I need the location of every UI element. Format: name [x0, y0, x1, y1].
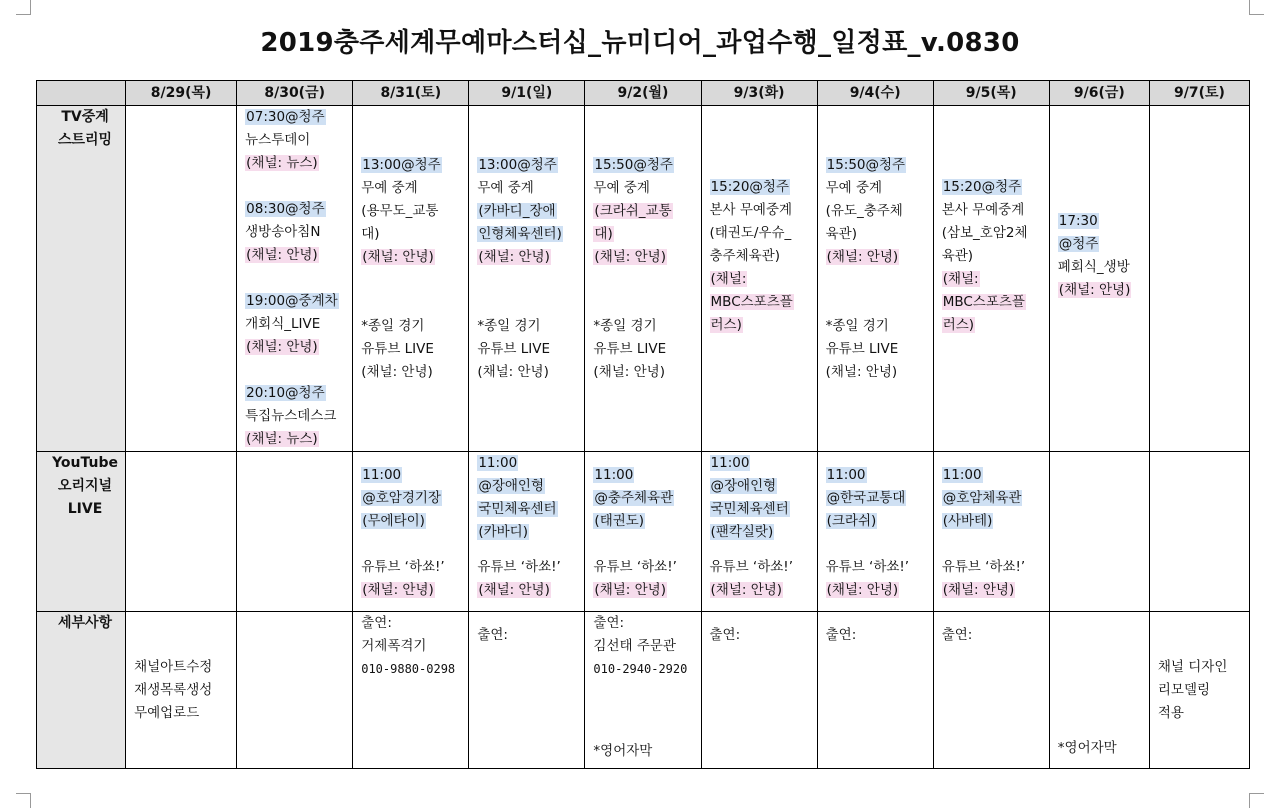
cell-tv-0905	[933, 106, 1049, 452]
cast-name: 거제폭격기	[361, 638, 427, 654]
detail-text: 재생목록생성	[134, 681, 213, 698]
channel-label: (채널: 안녕)	[826, 582, 899, 598]
channel-label: (채널:	[942, 271, 979, 287]
program-name: 본사 무예중계	[941, 202, 1025, 218]
program-detail: (유도_충주체	[825, 203, 903, 219]
channel-name: 유튜브 ‘하쑈!’	[593, 559, 677, 575]
broadcast-time: 11:00	[710, 455, 750, 471]
channel-name: 유튜브 ‘하쑈!’	[709, 559, 794, 575]
document-title: 2019충주세계무예마스터십_뉴미디어_과업수행_일정표_v.0830	[260, 28, 1020, 58]
program-name: 본사 무예중계	[709, 202, 793, 218]
note-text: *종일 경기	[477, 318, 541, 334]
channel-label: (채널: 안녕)	[478, 582, 550, 598]
program-name: 무예 중계	[477, 180, 534, 196]
program-detail: (크라쉬_교통	[594, 203, 672, 219]
detail-text: 채널 디자인	[1157, 658, 1228, 675]
channel-label: MBC스포츠플	[942, 294, 1025, 310]
broadcast-time: 17:30	[1058, 213, 1098, 229]
cell-detail-0831	[353, 612, 469, 769]
channel-label: (채널: 안녕)	[594, 249, 666, 265]
sport-label: (사바테)	[942, 513, 993, 529]
channel-label: (채널: 안녕)	[246, 339, 318, 355]
broadcast-time: 13:00@청주	[478, 157, 557, 173]
sport-label: (무에타이)	[362, 513, 425, 529]
date-header: 8/31(토)	[353, 81, 469, 106]
cell-yt-0829	[126, 452, 237, 612]
cell-tv-0829	[126, 106, 237, 452]
program-detail: 충주체육관)	[709, 248, 780, 264]
venue-label: 국민체육센터	[478, 501, 557, 517]
channel-name: 유튜브 ‘하쑈!’	[941, 559, 1026, 575]
phone-number: 010-2940-2920	[593, 662, 688, 676]
venue-label: @장애인형	[710, 478, 777, 494]
cell-yt-0830	[237, 452, 353, 612]
cell-tv-0906	[1049, 106, 1149, 452]
cell-yt-0907	[1149, 452, 1249, 612]
note-text: 유튜브 LIVE	[361, 341, 434, 357]
cell-detail-0905	[933, 612, 1049, 769]
program-detail: 인형체육센터)	[478, 226, 562, 242]
header-corner-cell	[37, 81, 126, 106]
broadcast-time: 15:20@청주	[710, 179, 790, 195]
venue-label: @호암체육관	[942, 490, 1022, 506]
channel-label: (채널: 안녕)	[246, 247, 318, 263]
venue-label: @호암경기장	[362, 490, 441, 506]
venue-label: @청주	[1058, 236, 1099, 252]
cast-label: 출연:	[361, 615, 392, 631]
broadcast-time: 08:30@청주	[246, 201, 325, 217]
program-detail: 대)	[361, 226, 380, 242]
date-header: 8/30(금)	[237, 81, 353, 106]
program-detail: 육관)	[825, 226, 857, 242]
date-header: 9/4(수)	[817, 81, 933, 106]
page-corner-mark	[1249, 793, 1264, 808]
channel-label: (채널: 안녕)	[826, 249, 899, 265]
broadcast-time: 19:00@중계차	[246, 293, 338, 309]
note-text: *종일 경기	[361, 318, 425, 334]
broadcast-time: 13:00@청주	[362, 157, 441, 173]
date-header: 9/5(목)	[933, 81, 1049, 106]
row-label-youtube: YouTube 오리지널 LIVE	[37, 452, 126, 612]
cell-detail-0829	[126, 612, 237, 769]
cast-label: 출연:	[593, 615, 625, 631]
detail-text: 적용	[1157, 704, 1184, 721]
header-row	[37, 81, 1250, 106]
cast-label: 출연:	[825, 627, 857, 643]
cell-yt-0904	[817, 452, 933, 612]
channel-name: 유튜브 ‘하쑈!’	[477, 559, 561, 575]
program-detail: (카바디_장애	[478, 203, 556, 219]
cell-tv-0904	[817, 106, 933, 452]
program-detail: 육관)	[941, 248, 974, 264]
schedule-table	[36, 80, 1250, 769]
broadcast-time: 15:20@청주	[942, 179, 1022, 195]
cell-detail-0901	[469, 612, 585, 769]
broadcast-time: 11:00	[826, 467, 866, 483]
row-label-detail: 세부사항	[37, 612, 126, 769]
broadcast-time: 07:30@청주	[246, 109, 325, 125]
venue-label: @충주체육관	[594, 490, 674, 506]
channel-name: 유튜브 ‘하쑈!’	[361, 559, 445, 575]
cell-detail-0830	[237, 612, 353, 769]
channel-label: (채널: 안녕)	[1058, 282, 1131, 298]
channel-label: (채널: 뉴스)	[246, 155, 318, 171]
channel-label: (채널: 안녕)	[942, 582, 1015, 598]
channel-label: (채널: 뉴스)	[246, 431, 318, 447]
date-header: 9/3(화)	[701, 81, 817, 106]
cast-name: 김선태 주문관	[593, 638, 676, 654]
sport-label: (팬칵실랏)	[710, 524, 774, 540]
program-name: 무예 중계	[825, 180, 883, 196]
program-detail: (태권도/우슈_	[709, 225, 792, 241]
venue-label: 국민체육센터	[710, 501, 789, 517]
date-header: 9/7(토)	[1149, 81, 1249, 106]
channel-label: (채널: 안녕)	[710, 582, 783, 598]
detail-row	[37, 612, 1250, 769]
broadcast-time: 11:00	[478, 455, 518, 471]
channel-label: (채널: 안녕)	[362, 249, 434, 265]
detail-text: 무예업로드	[134, 704, 200, 721]
note-text: (채널: 안녕)	[477, 364, 549, 380]
cell-yt-0902	[585, 452, 701, 612]
program-name: 특집뉴스데스크	[245, 408, 337, 424]
cell-yt-0905	[933, 452, 1049, 612]
note-text: (채널: 안녕)	[361, 364, 433, 380]
broadcast-time: 11:00	[942, 467, 982, 483]
phone-number: 010-9880-0298	[361, 662, 456, 676]
venue-label: @장애인형	[478, 478, 544, 494]
detail-text: 채널아트수정	[134, 658, 213, 675]
broadcast-time: 11:00	[362, 467, 402, 483]
note-text: 유튜브 LIVE	[477, 341, 551, 357]
broadcast-time: 15:50@청주	[826, 157, 906, 173]
cell-detail-0902	[585, 612, 701, 769]
cell-detail-0907	[1149, 612, 1249, 769]
cell-tv-0907	[1149, 106, 1249, 452]
sport-label: (태권도)	[594, 513, 645, 529]
cell-tv-0901	[469, 106, 585, 452]
date-header: 9/1(일)	[469, 81, 585, 106]
channel-label: (채널: 안녕)	[362, 582, 434, 598]
subtitle-note: *영어자막	[1057, 740, 1117, 756]
date-header: 9/6(금)	[1049, 81, 1149, 106]
sport-label: (크라쉬)	[826, 513, 877, 529]
cell-tv-0902	[585, 106, 701, 452]
cell-yt-0831	[353, 452, 469, 612]
channel-label: 러스)	[942, 317, 975, 333]
date-header: 8/29(목)	[126, 81, 237, 106]
broadcast-time: 20:10@청주	[246, 385, 325, 401]
cell-detail-0904	[817, 612, 933, 769]
venue-label: @한국교통대	[826, 490, 906, 506]
row-label-tv: TV중계 스트리밍	[37, 106, 126, 452]
cell-detail-0903	[701, 612, 817, 769]
program-name: 무예 중계	[361, 180, 418, 196]
program-name: 폐회식_생방	[1057, 259, 1130, 275]
channel-label: (채널:	[710, 271, 747, 287]
youtube-live-row	[37, 452, 1250, 612]
program-name: 개회식_LIVE	[245, 316, 321, 332]
cell-tv-0903	[701, 106, 817, 452]
cast-label: 출연:	[477, 627, 508, 643]
date-header: 9/2(월)	[585, 81, 701, 106]
broadcast-time: 15:50@청주	[594, 157, 673, 173]
cell-yt-0901	[469, 452, 585, 612]
program-detail: (삼보_호암2체	[941, 225, 1028, 241]
note-text: 유튜브 LIVE	[825, 341, 899, 357]
note-text: 유튜브 LIVE	[593, 341, 667, 357]
program-detail: (용무도_교통	[361, 203, 439, 219]
cell-tv-0830	[237, 106, 353, 452]
page-corner-mark	[16, 793, 31, 808]
page-corner-mark	[1249, 0, 1264, 15]
channel-label: 러스)	[710, 317, 742, 333]
cell-detail-0906	[1049, 612, 1149, 769]
cell-tv-0831	[353, 106, 469, 452]
program-name: 뉴스투데이	[245, 132, 311, 148]
channel-label: MBC스포츠플	[710, 294, 793, 310]
broadcast-time: 11:00	[594, 467, 634, 483]
note-text: (채널: 안녕)	[593, 364, 665, 380]
page-corner-mark	[16, 0, 31, 15]
cast-label: 출연:	[941, 627, 973, 643]
sport-label: (카바디)	[478, 524, 528, 540]
note-text: *종일 경기	[593, 318, 657, 334]
channel-name: 유튜브 ‘하쑈!’	[825, 559, 910, 575]
cell-yt-0906	[1049, 452, 1149, 612]
detail-text: 리모델링	[1157, 681, 1211, 698]
program-detail: 대)	[594, 226, 613, 242]
channel-label: (채널: 안녕)	[594, 582, 666, 598]
note-text: *종일 경기	[825, 318, 889, 334]
program-name: 무예 중계	[593, 180, 650, 196]
cast-label: 출연:	[709, 627, 741, 643]
program-name: 생방송아침N	[245, 224, 321, 240]
tv-streaming-row	[37, 106, 1250, 452]
subtitle-note: *영어자막	[593, 743, 653, 759]
note-text: (채널: 안녕)	[825, 364, 898, 380]
channel-label: (채널: 안녕)	[478, 249, 550, 265]
cell-yt-0903	[701, 452, 817, 612]
